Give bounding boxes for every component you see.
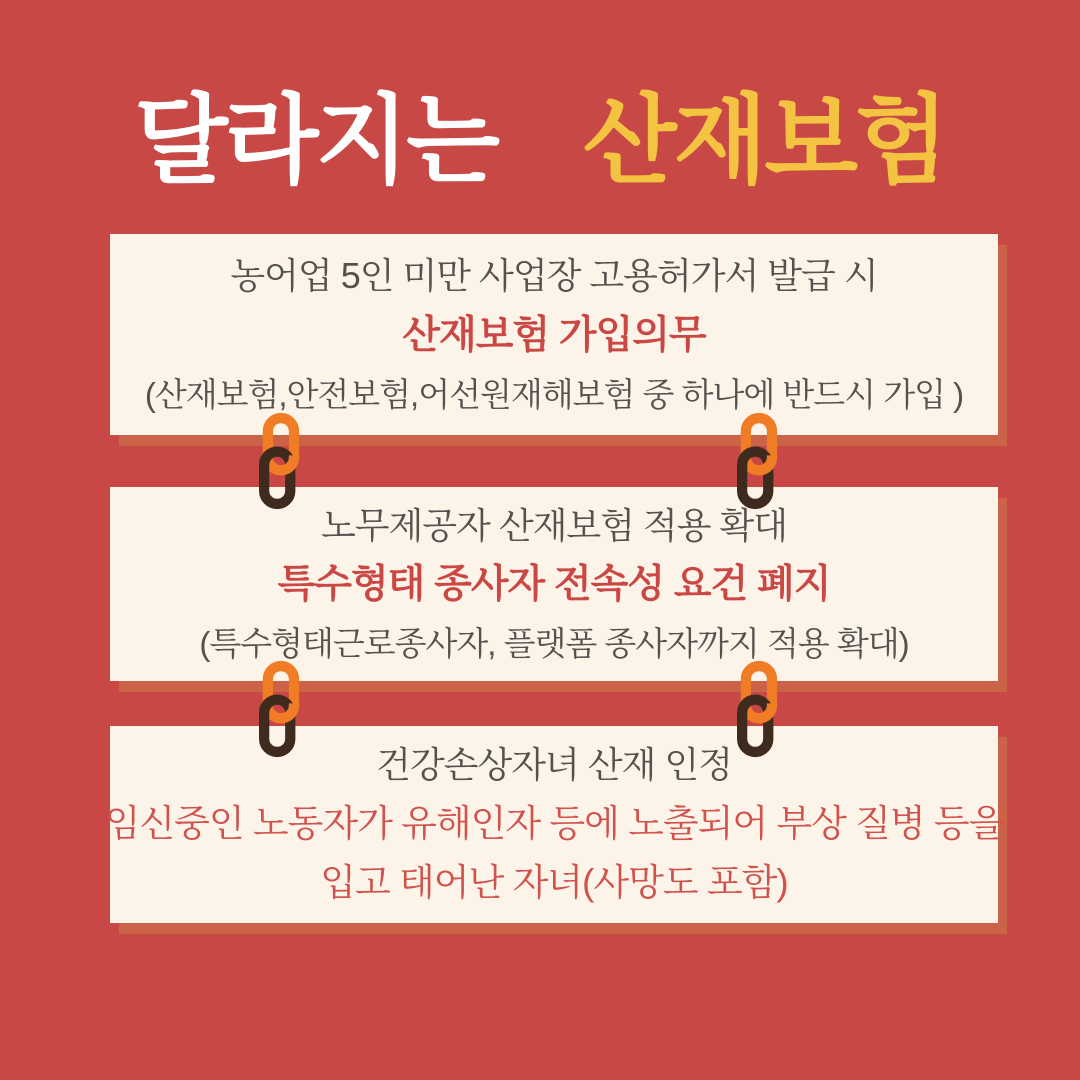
title-part-changing: 달라지는 bbox=[134, 86, 498, 195]
card-labor-provider-expansion bbox=[110, 487, 998, 681]
card1-line-1: 농어업 5인 미만 사업장 고용허가서 발급 시 bbox=[230, 255, 878, 297]
card3-line-1: 건강손상자녀 산재 인정 bbox=[376, 744, 732, 786]
card2-line-3-note: (특수형태근로종사자, 플랫폼 종사자까지 적용 확대) bbox=[199, 625, 909, 663]
card3-line-2: 임신중인 노동자가 유해인자 등에 노출되어 부상 질병 등을 bbox=[104, 802, 1004, 844]
card2-line-2-emphasis: 특수형태 종사자 전속성 요건 폐지 bbox=[277, 563, 831, 607]
card3-line-3: 입고 태어난 자녀(사망도 포함) bbox=[320, 862, 788, 904]
chain-link-icon bbox=[730, 412, 786, 510]
chain-link-icon bbox=[730, 660, 786, 758]
title-part-industrial-accident-insurance: 산재보험 bbox=[582, 86, 946, 195]
card1-line-3-note: (산재보험,안전보험,어선원재해보험 중 하나에 반드시 가입 ) bbox=[144, 375, 964, 413]
page-title bbox=[0, 80, 1080, 201]
chain-link-icon bbox=[252, 660, 308, 758]
card-health-damaged-child bbox=[104, 726, 1004, 923]
card1-line-2-emphasis: 산재보험 가입의무 bbox=[402, 313, 706, 357]
card-employment-permit bbox=[110, 234, 998, 435]
chain-link-icon bbox=[252, 412, 308, 510]
card2-line-1: 노무제공자 산재보험 적용 확대 bbox=[320, 504, 788, 546]
